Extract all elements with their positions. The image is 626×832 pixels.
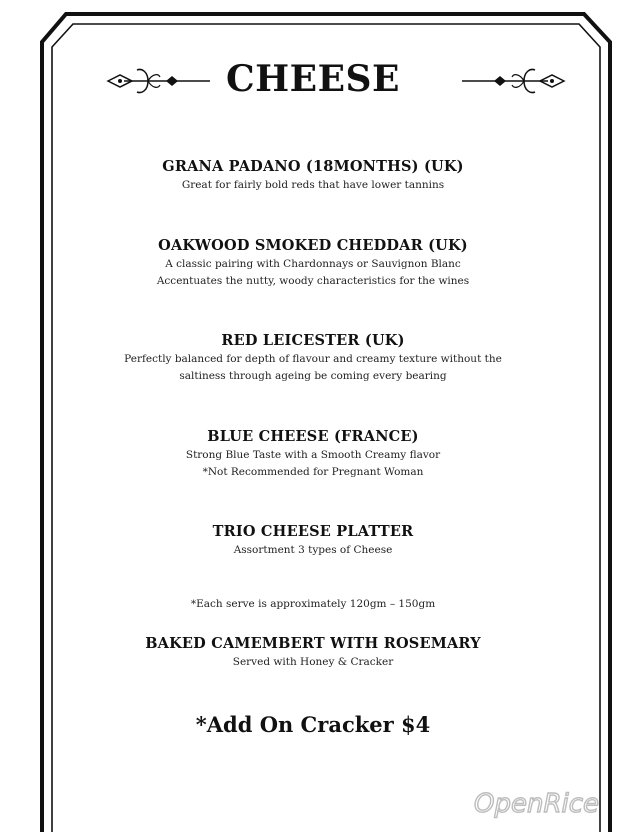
page-title: CHEESE [226, 58, 400, 100]
item-description: Great for fairly bold reds that have lower tannins [181, 179, 445, 191]
menu-item-oakwood-cheddar [60, 236, 566, 289]
item-description: A classic pairing with Chardonnays or Sauvignon Blanc [165, 258, 461, 270]
item-description: Accentuates the nutty, woody characteristics for the wines [156, 274, 470, 287]
serving-note: *Each serve is approximately 120gm – 150gm [190, 598, 436, 610]
item-name: RED LEICESTER (UK) [221, 332, 405, 349]
item-description: Served with Honey & Cracker [232, 656, 394, 668]
item-description: Perfectly balanced for depth of flavour and creamy texture without the [124, 353, 502, 365]
item-name: TRIO CHEESE PLATTER [212, 523, 414, 540]
item-description: Strong Blue Taste with a Smooth Creamy flavor [185, 449, 441, 461]
flourish-ornament-icon [458, 66, 568, 96]
item-name: BLUE CHEESE (FRANCE) [207, 428, 419, 445]
item-description: *Not Recommended for Pregnant Woman [202, 465, 424, 478]
add-on-cracker-price: *Add On Cracker $4 [195, 712, 431, 737]
item-name: GRANA PADANO (18MONTHS) (UK) [162, 158, 464, 175]
menu-item-trio-platter [60, 522, 566, 559]
menu-item-blue-cheese [60, 427, 566, 480]
menu-item-red-leicester [60, 331, 566, 384]
item-name: OAKWOOD SMOKED CHEDDAR (UK) [158, 237, 468, 254]
menu-item-baked-camembert [60, 634, 566, 671]
menu-item-grana-padano [60, 157, 566, 194]
watermark-text: OpenRice [474, 789, 600, 819]
item-name: BAKED CAMEMBERT WITH ROSEMARY [145, 635, 481, 652]
item-description: Assortment 3 types of Cheese [233, 544, 393, 556]
item-description: saltiness through ageing be coming every bearing [179, 369, 447, 382]
openrice-watermark-logo [470, 784, 620, 820]
